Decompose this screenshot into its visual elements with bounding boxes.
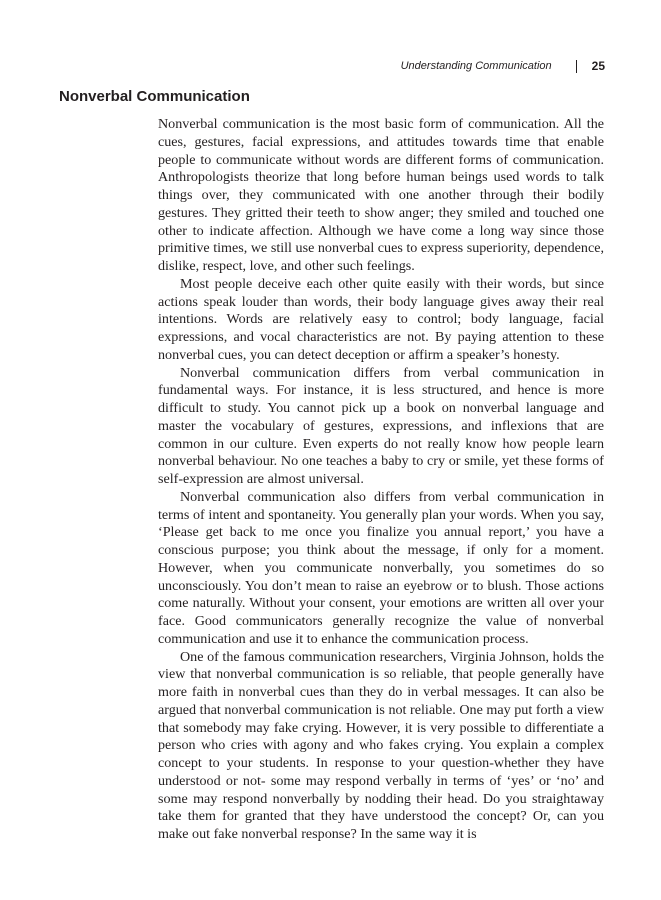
- header-divider: [576, 60, 577, 73]
- body-text: [158, 116, 604, 844]
- paragraph: Most people deceive each other quite easily with their words, but since actions speak louder than words, their body language gives away their real intentions. Words are relatively easy to control; body language, facial expressions, and vocal characteristics are not. By paying attention to these nonverbal cues, you can detect deception or affirm a speaker’s honesty.: [158, 275, 604, 363]
- paragraph: Nonverbal communication is the most basic form of communication. All the cues, gestures, facial expressions, and attitudes towards time that enable people to communicate without words are different forms of communication. Anthropologists theorize that long before human beings used words to talk things over, they communicated with one another through their bodily gestures. They gritted their teeth to show anger; they smiled and touched one other to indicate affection. Although we have come a long way since those primitive times, we still use nonverbal cues to express superiority, dependence, dislike, respect, love, and other such feelings.: [158, 116, 604, 274]
- running-header: [401, 59, 605, 73]
- page-number: 25: [591, 59, 605, 73]
- paragraph: One of the famous communication researchers, Virginia Johnson, holds the view that nonverbal communication is so reliable, that people generally have more faith in nonverbal cues than they do in verbal messages. It can also be argued that nonverbal communication is not reliable. One may put forth a view that somebody may fake crying. However, it is very possible to differentiate a person who cries with agony and who fakes crying. You explain a complex concept to your students. In response to your question-whether they have understood or not- some may respond verbally in terms of ‘yes’ or ‘no’ and some may respond nonverbally by nodding their head. Do you straightaway take them for granted that they have understood the concept? Or, can you make out fake nonverbal response? In the same way it is: [158, 648, 604, 842]
- paragraph: Nonverbal communication also differs from verbal communication in terms of intent and spontaneity. You generally plan your words. When you say, ‘Please get back to me once you finalize you annual report,’ you have a conscious purpose; you think about the message, if only for a moment. However, when you communicate nonverbally, you sometimes do so unconsciously. You don’t mean to raise an eyebrow or to blush. Those actions come naturally. Without your consent, your emotions are written all over your face. Good communicators generally recognize the value of nonverbal communication and use it to enhance the communication process.: [158, 488, 604, 647]
- section-heading: Nonverbal Communication: [59, 88, 250, 105]
- paragraph: Nonverbal communication differs from verbal communication in fundamental ways. For instance, it is less structured, and hence is more difficult to study. You cannot pick up a book on nonverbal language and master the vocabulary of gestures, expressions, and inflexions that are common in our culture. Even experts do not really know how people learn nonverbal behaviour. No one teaches a baby to cry or smile, yet these forms of self-expression are almost universal.: [158, 364, 604, 487]
- running-title: Understanding Communication: [400, 60, 552, 72]
